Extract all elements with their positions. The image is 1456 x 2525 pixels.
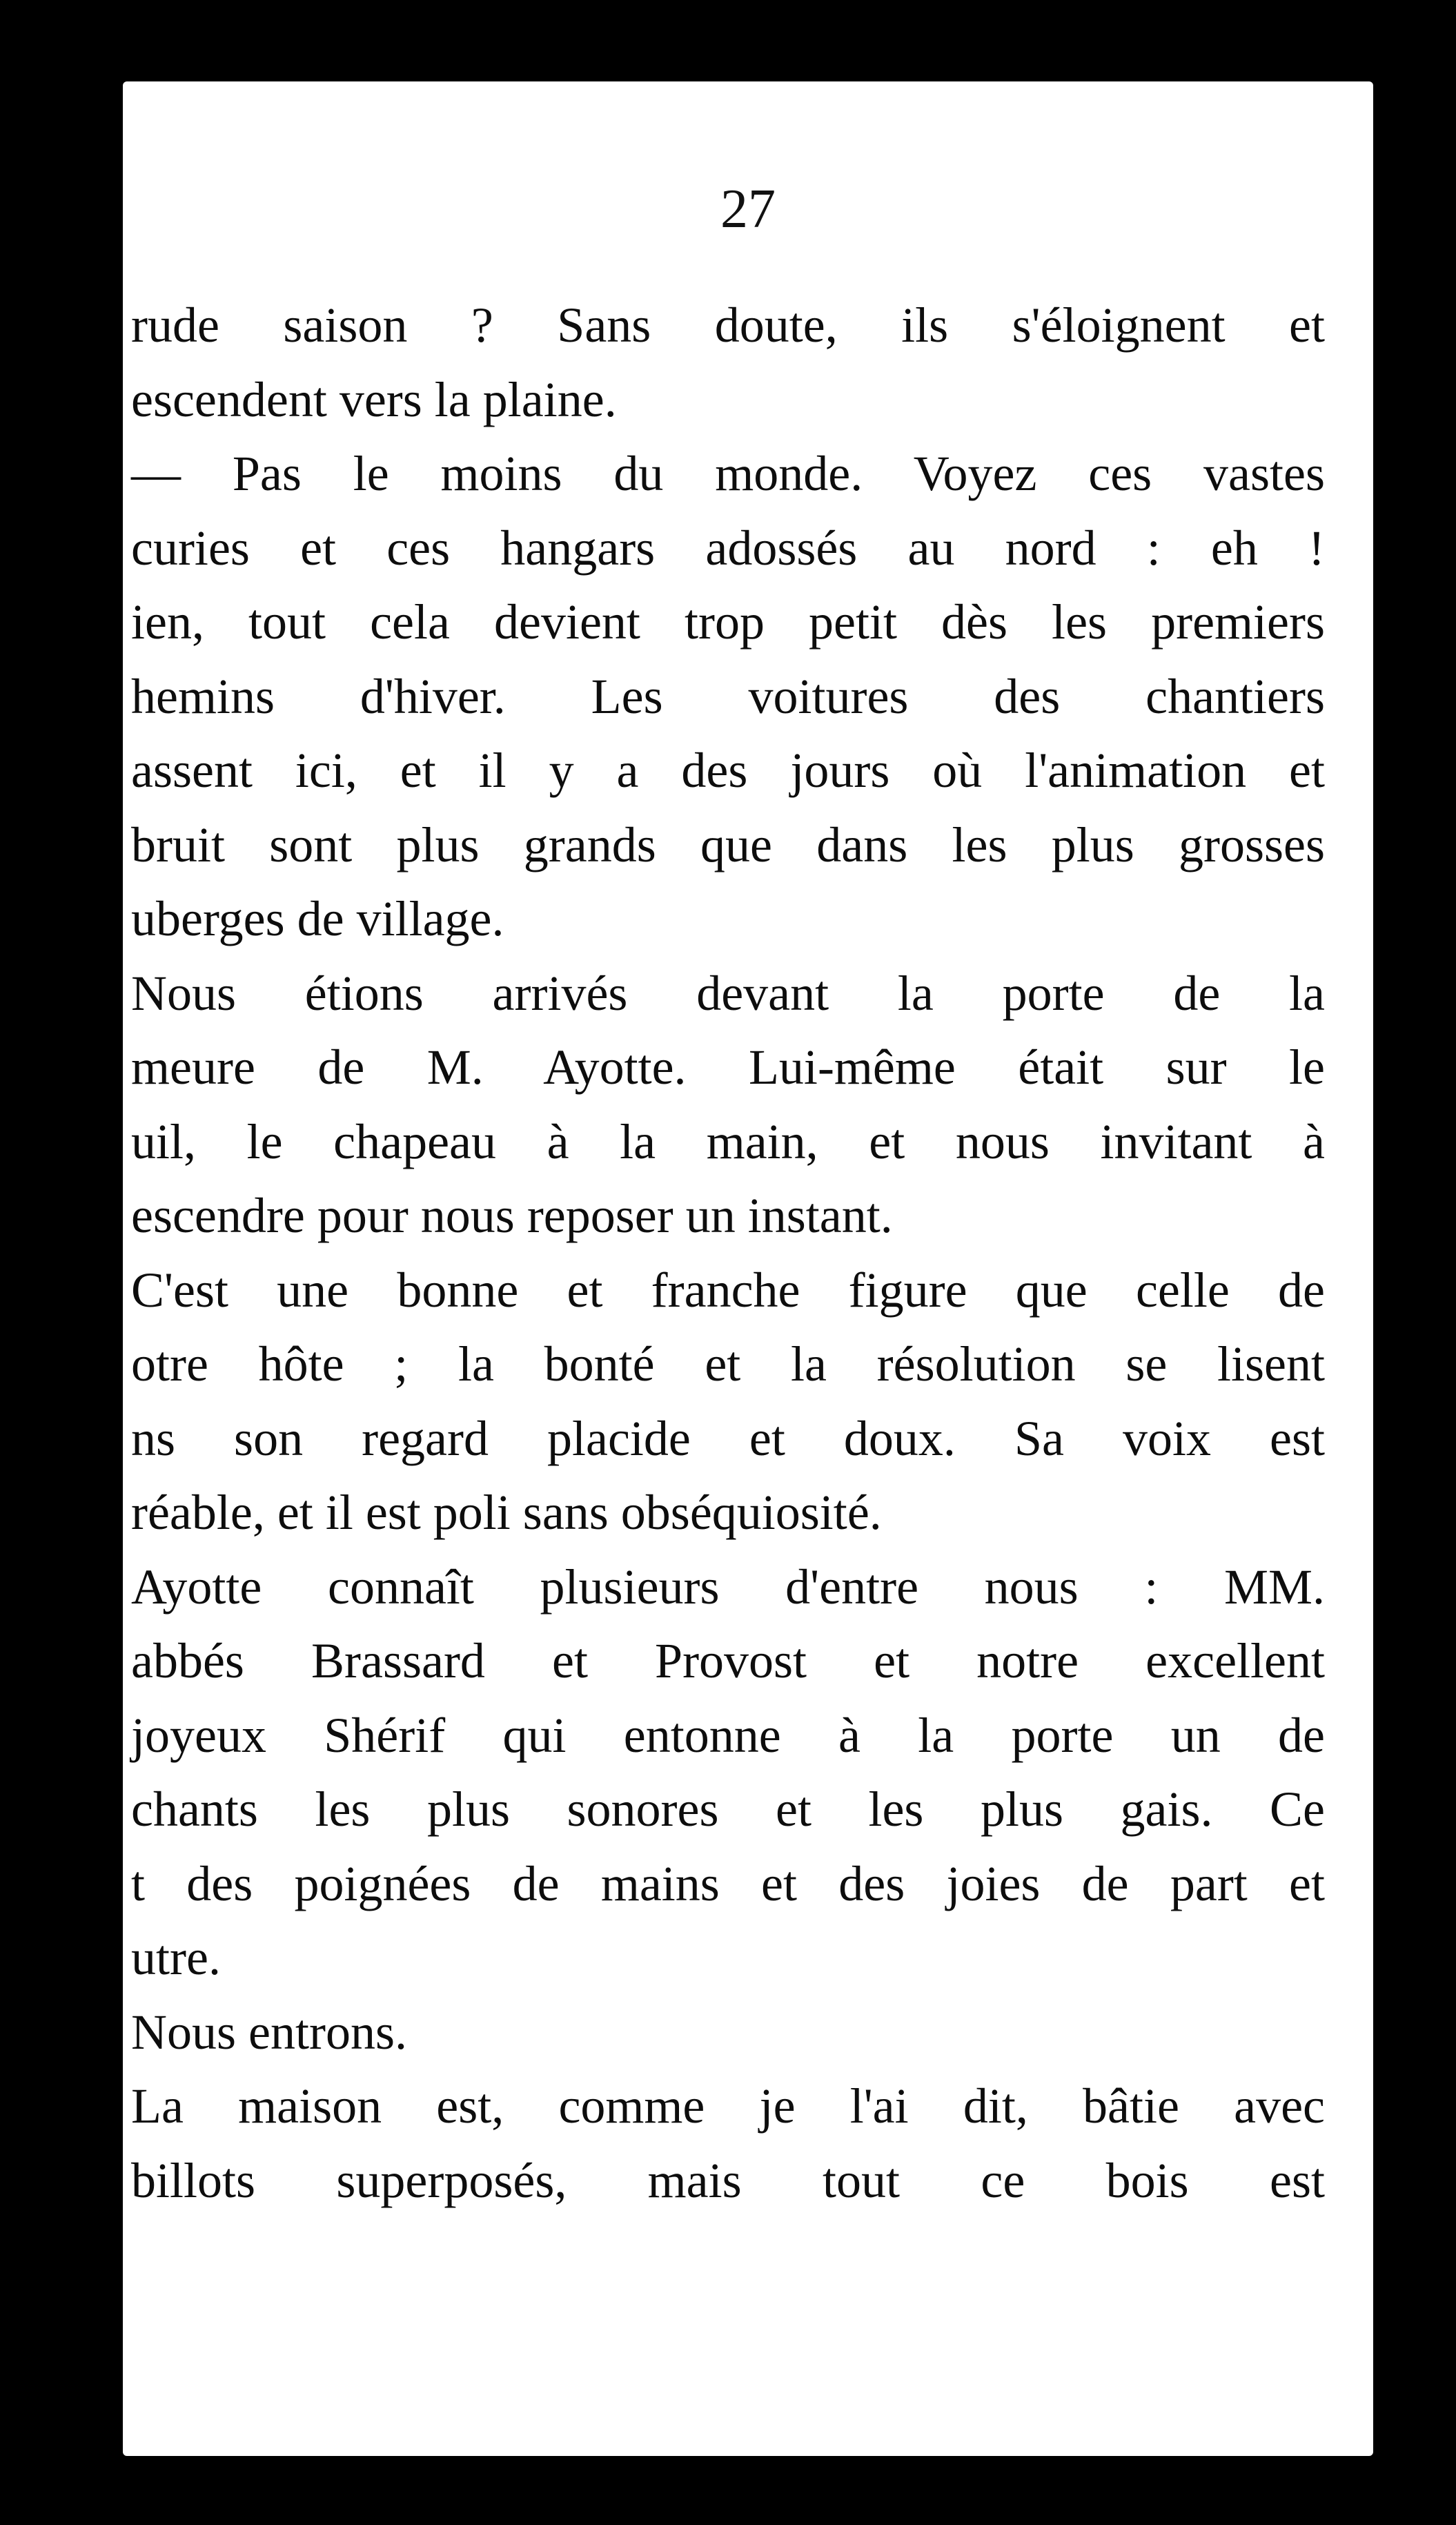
text-line: chants les plus sonores et les plus gais. Ce	[131, 1782, 1325, 1837]
text-line: uberges de village.	[131, 891, 504, 946]
text-line: assent ici, et il y a des jours où l'animation et	[131, 743, 1325, 798]
text-line: rude saison ? Sans doute, ils s'éloignent et	[131, 298, 1325, 353]
text-line: ien, tout cela devient trop petit dès les premiers	[131, 594, 1325, 650]
text-line: abbés Brassard et Provost et notre excellent	[131, 1633, 1325, 1688]
text-line: utre.	[131, 1930, 221, 1985]
text-line: bruit sont plus grands que dans les plus grosses	[131, 817, 1325, 872]
text-line: meure de M. Ayotte. Lui-même était sur le	[131, 1040, 1325, 1095]
text-line: escendent vers la plaine.	[131, 371, 617, 427]
text-line: Ayotte connaît plusieurs d'entre nous : MM.	[131, 1559, 1325, 1615]
text-line: Nous étions arrivés devant la porte de la	[131, 965, 1325, 1021]
text-line: otre hôte ; la bonté et la résolution se lisent	[131, 1336, 1325, 1392]
text-line: ns son regard placide et doux. Sa voix est	[131, 1410, 1325, 1466]
text-line: joyeux Shérif qui entonne à la porte un de	[131, 1707, 1325, 1763]
text-line: escendre pour nous reposer un instant.	[131, 1188, 893, 1243]
text-line: — Pas le moins du monde. Voyez ces vastes	[131, 446, 1325, 501]
text-line: Nous entrons.	[131, 2004, 407, 2060]
text-line: curies et ces hangars adossés au nord : eh !	[131, 520, 1325, 576]
book-page	[123, 81, 1373, 2456]
text-line: billots superposés, mais tout ce bois est	[131, 2152, 1325, 2208]
page-number: 27	[720, 179, 776, 240]
text-line: La maison est, comme je l'ai dit, bâtie avec	[131, 2078, 1325, 2134]
text-line: hemins d'hiver. Les voitures des chantiers	[131, 668, 1325, 724]
text-line: réable, et il est poli sans obséquiosité.	[131, 1485, 882, 1540]
text-line: C'est une bonne et franche figure que celle de	[131, 1262, 1325, 1318]
text-line: uil, le chapeau à la main, et nous invitant à	[131, 1113, 1325, 1169]
text-line: t des poignées de mains et des joies de part et	[131, 1855, 1325, 1911]
body-text	[131, 289, 1325, 2218]
